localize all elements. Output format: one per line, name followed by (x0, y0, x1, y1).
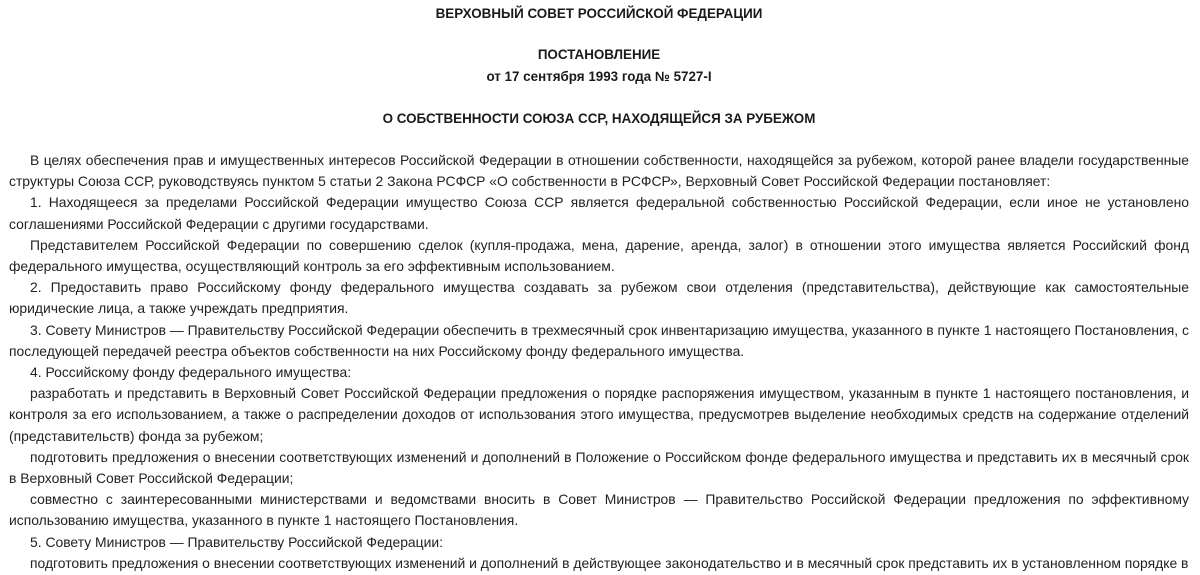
preamble-paragraph: В целях обеспечения прав и имущественных интересов Российской Федерации в отношении собственности, находящейся за рубежом, которой ранее владели государственные структуры Союза ССР, руководствуясь пунктом 5 статьи 2 Закона РСФСР «О собственности в РСФСР», Верховный Совет Российской Федерации постановляет: (9, 152, 1189, 190)
paragraph-item-4: 4. Российскому фонду федерального имущества: (30, 364, 352, 381)
paragraph-item-1-representative: Представителем Российской Федерации по совершению сделок (купля-продажа, мена, дарение, аренда, залог) в отношении этого имущества является Российский фонд федерального имущества, осуществляющий контроль за его эффективным использованием. (9, 236, 1189, 275)
paragraph-item-2: 2. Предоставить право Российскому фонду федерального имущества создавать за рубежом свои отделения (представительства), действующие как самостоятельные юридические лица, а также учреждать предприятия. (9, 279, 1189, 317)
paragraph-item-5-prepare: подготовить предложения о внесении соответствующих изменений и дополнений в действующее законодательство и в месячный срок представить их в установленном порядке в (30, 554, 1189, 571)
document-body (9, 150, 1189, 574)
paragraph-item-1: 1. Находящееся за пределами Российской Федерации имущество Союза ССР является федеральной собственностью Российской Федерации, если иное не установлено соглашениями Российской Федерации с другими государствами. (9, 194, 1189, 232)
document-date-number: от 17 сентября 1993 года № 5727-I (486, 69, 712, 84)
paragraph-item-4-jointly: совместно с заинтересованными министерствами и ведомствами вносить в Совет Министров — Правительство Российской Федерации предложения по эффективному использованию имущества, указанного в пункте 1 настоящего Постановления. (9, 491, 1189, 529)
issuer-heading: ВЕРХОВНЫЙ СОВЕТ РОССИЙСКОЙ ФЕДЕРАЦИИ (435, 6, 763, 21)
paragraph-item-4-prepare: подготовить предложения о внесении соответствующих изменений и дополнений в Положение о Российском фонде федерального имущества и представить их в месячный срок в Верховный Совет Российской Федерации; (9, 448, 1189, 487)
paragraph-item-5: 5. Совету Министров — Правительству Российской Федерации: (30, 533, 443, 550)
paragraph-item-3: 3. Совету Министров — Правительству Российской Федерации обеспечить в трехмесячный срок инвентаризацию имущества, указанного в пункте 1 настоящего Постановления, с последующей передачей реестра объектов собственности на них Российскому фонду федерального имущества. (9, 321, 1189, 359)
document-subject-title: О СОБСТВЕННОСТИ СОЮЗА ССР, НАХОДЯЩЕЙСЯ ЗА РУБЕЖОМ (382, 111, 816, 126)
document-type-heading: ПОСТАНОВЛЕНИЕ (537, 47, 661, 62)
paragraph-item-4-develop: разработать и представить в Верховный Совет Российской Федерации предложения о порядке распоряжения имуществом, указанным в пункте 1 настоящего постановления, и контроля за его использованием, а также о распределении доходов от использования этого имущества, предусмотрев выделение необходимых средств на содержание отделений (представительств) фонда за рубежом; (9, 385, 1189, 444)
